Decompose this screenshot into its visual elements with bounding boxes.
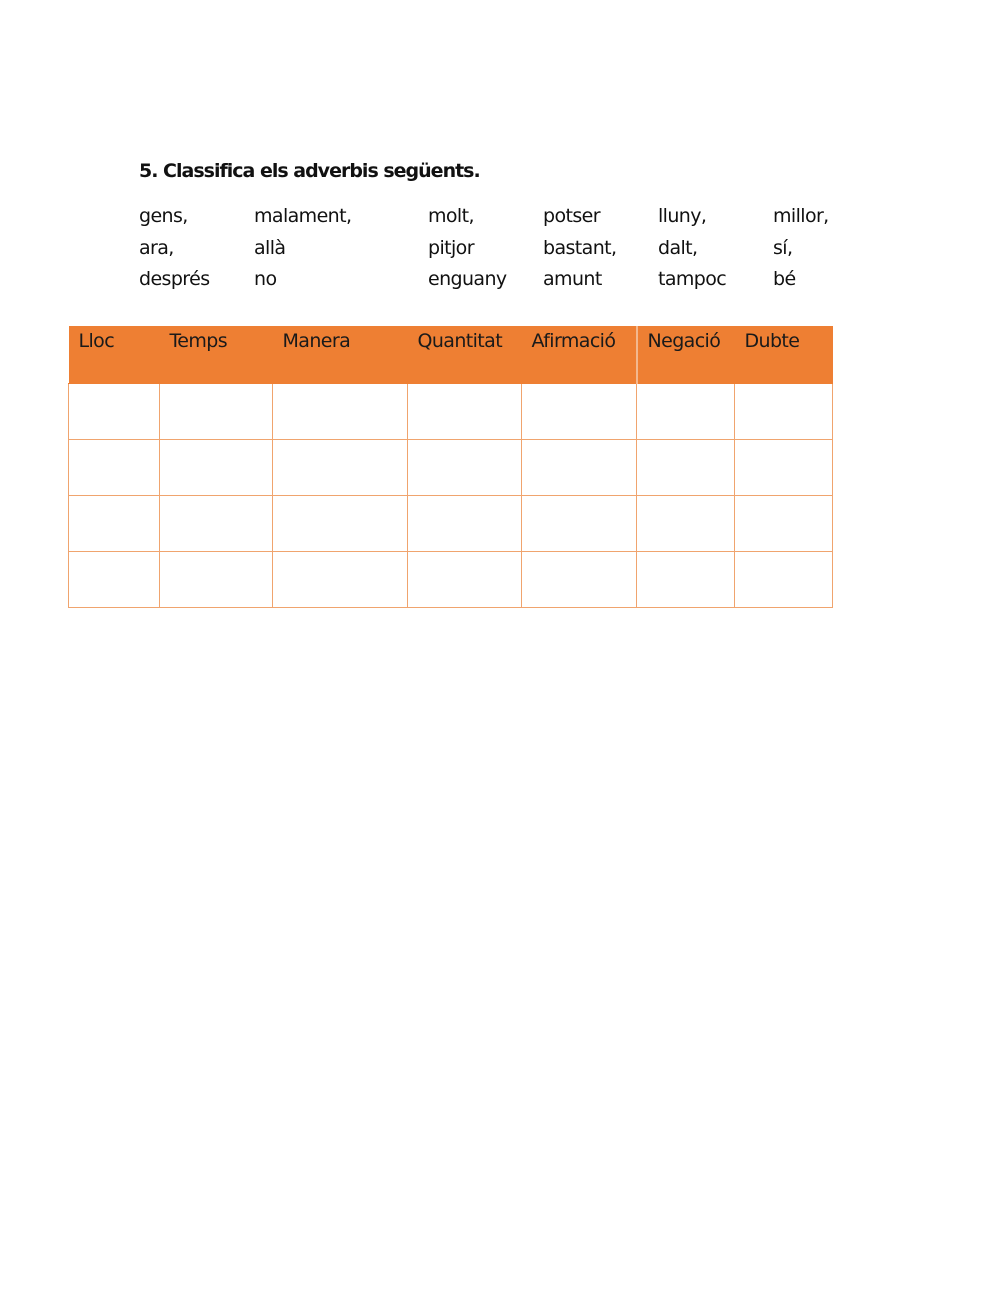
- answer-cell[interactable]: [69, 496, 160, 552]
- answer-cell[interactable]: [69, 384, 160, 440]
- answer-cell[interactable]: [160, 552, 273, 608]
- adverb-word: bastant,: [543, 236, 617, 259]
- adverb-word: millor,: [773, 205, 829, 227]
- column-header-afirmacio: Afirmació: [522, 327, 637, 384]
- answer-cell[interactable]: [735, 496, 833, 552]
- adverb-word: amunt: [543, 268, 602, 290]
- answer-cell[interactable]: [273, 552, 408, 608]
- exercise-title: 5. Classifica els adverbis següents.: [139, 160, 480, 182]
- adverb-word: dalt,: [658, 236, 698, 259]
- answer-cell[interactable]: [408, 496, 522, 552]
- table-row: [69, 440, 833, 496]
- answer-cell[interactable]: [735, 552, 833, 608]
- adverb-word: després: [139, 268, 210, 290]
- answer-cell[interactable]: [69, 552, 160, 608]
- answer-cell[interactable]: [160, 384, 273, 440]
- adverb-word: gens,: [139, 205, 188, 227]
- column-header-lloc: Lloc: [69, 327, 160, 384]
- answer-cell[interactable]: [160, 496, 273, 552]
- adverb-word-list: [139, 202, 863, 297]
- answer-cell[interactable]: [637, 440, 735, 496]
- answer-cell[interactable]: [522, 496, 637, 552]
- adverb-word: no: [254, 268, 277, 290]
- adverb-word: tampoc: [658, 268, 727, 290]
- adverb-word: bé: [773, 268, 796, 290]
- answer-cell[interactable]: [735, 440, 833, 496]
- answer-cell[interactable]: [408, 552, 522, 608]
- adverb-word: malament,: [254, 205, 352, 227]
- table-row: [69, 496, 833, 552]
- answer-cell[interactable]: [637, 384, 735, 440]
- adverb-word: sí,: [773, 236, 793, 259]
- adverb-word: molt,: [428, 205, 474, 227]
- answer-cell[interactable]: [637, 552, 735, 608]
- table-row: [69, 384, 833, 440]
- answer-cell[interactable]: [408, 440, 522, 496]
- column-header-quantitat: Quantitat: [408, 327, 522, 384]
- table-row: [69, 552, 833, 608]
- answer-cell[interactable]: [160, 440, 273, 496]
- classification-table: [68, 326, 833, 608]
- answer-cell[interactable]: [637, 496, 735, 552]
- answer-cell[interactable]: [273, 496, 408, 552]
- column-header-negacio: Negació: [637, 327, 735, 384]
- answer-cell[interactable]: [273, 384, 408, 440]
- answer-cell[interactable]: [69, 440, 160, 496]
- adverb-word: allà: [254, 236, 286, 259]
- adverb-word: pitjor: [428, 236, 474, 259]
- column-header-manera: Manera: [273, 327, 408, 384]
- answer-cell[interactable]: [273, 440, 408, 496]
- answer-cell[interactable]: [522, 384, 637, 440]
- answer-cell[interactable]: [522, 552, 637, 608]
- table-body: [69, 384, 833, 608]
- column-header-temps: Temps: [160, 327, 273, 384]
- adverb-word: enguany: [428, 268, 507, 290]
- adverb-word: lluny,: [658, 205, 707, 227]
- adverb-word: ara,: [139, 236, 174, 259]
- answer-cell[interactable]: [735, 384, 833, 440]
- column-header-dubte: Dubte: [735, 327, 833, 384]
- table-header-row: [69, 327, 833, 384]
- answer-cell[interactable]: [522, 440, 637, 496]
- answer-cell[interactable]: [408, 384, 522, 440]
- adverb-word: potser: [543, 205, 600, 227]
